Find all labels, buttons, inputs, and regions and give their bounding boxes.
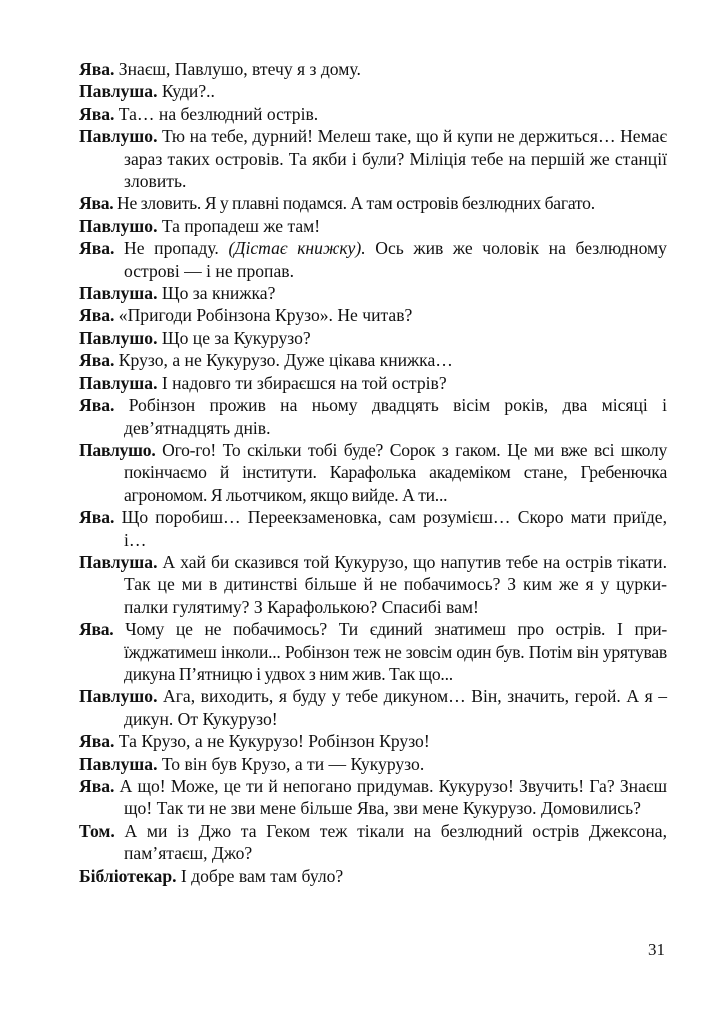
speaker-name: Павлушо. — [79, 126, 158, 147]
line-text: Та пропадеш же там! — [157, 215, 321, 236]
line-text: Що за книжка? — [157, 283, 276, 304]
page-number: 31 — [648, 940, 665, 959]
speaker-name: Павлушо. — [79, 215, 158, 236]
dialogue-line — [79, 372, 667, 394]
line-text: Чому це не побачимось? Ти єдиний знатимеш про острів. І при-їжджатимеш інколи... Робінзон теж не зовсім один був. Потім він урятував дикуна П’ятницю і удвох з ним жив. Так що... — [113, 619, 667, 684]
line-text: Ого-го! То скільки тобі буде? Сорок з гаком. Це ми вже всі школу покінчаємо й інститути. Карафолька академіком стане, Гребенючка агрономом. Я льотчиком, якщо вийде. А ти... — [124, 439, 667, 505]
dialogue-line — [79, 506, 667, 551]
dialogue-line — [79, 237, 667, 282]
line-text: Крузо, а не Кукурузо. Дуже цікава книжка… — [114, 350, 453, 371]
speaker-name: Ява. — [79, 731, 115, 752]
dialogue-line — [79, 820, 667, 865]
speaker-name: Бібліотекар. — [79, 865, 177, 886]
stage-direction: (Дістає книжку). — [228, 238, 366, 259]
line-text: Що поробиш… Переекзаменовка, сам розумієш… Скоро мати приїде, і… — [114, 507, 667, 550]
speaker-name: Том. — [79, 820, 115, 841]
dialogue-line — [79, 192, 667, 214]
line-text: То він був Крузо, а ти — Кукурузо. — [157, 753, 425, 774]
dialogue-line — [79, 304, 667, 326]
speaker-name: Павлушо. — [79, 439, 156, 460]
dialogue-line — [79, 551, 667, 618]
dialogue-line — [79, 394, 667, 439]
dialogue-line — [79, 865, 667, 887]
line-text: І добре вам там було? — [176, 865, 344, 886]
line-text: А ми із Джо та Геком теж тікали на безлюдний острів Джексона, пам’ятаєш, Джо? — [114, 820, 667, 864]
line-text: Тю на тебе, дурний! Мелеш таке, що й купи не держиться… Немає зараз таких островів. Та якби і були? Міліція тебе на першій же станції зловить. — [124, 126, 667, 192]
speaker-name: Ява. — [79, 103, 115, 124]
dialogue-line — [79, 125, 667, 192]
dialogue-line — [79, 58, 667, 80]
speaker-name: Павлуша. — [79, 81, 158, 102]
speaker-name: Ява. — [79, 305, 115, 326]
speaker-name: Павлуша. — [79, 753, 158, 774]
speaker-name: Ява. — [79, 193, 114, 214]
speaker-name: Ява. — [79, 776, 115, 796]
dialogue-line — [79, 349, 667, 371]
line-text: «Пригоди Робінзона Крузо». Не читав? — [114, 305, 413, 326]
line-text: Ага, виходить, я буду у тебе дикуном… Він, значить, герой. А я – дикун. От Кукурузо! — [124, 686, 667, 729]
speaker-name: Павлушо. — [79, 327, 158, 348]
dialogue-line — [79, 327, 667, 349]
line-text: Куди?.. — [157, 81, 215, 102]
speaker-name: Ява. — [79, 507, 115, 528]
dialogue-line — [79, 775, 667, 820]
line-text: І надовго ти збираєшся на той острів? — [157, 372, 447, 393]
line-text: Не пропаду. — [114, 238, 229, 259]
line-text-after: Ось жив же чоловік на безлюдному острові — і не пропав. — [124, 238, 667, 281]
dialogue-line — [79, 80, 667, 102]
line-text: Знаєш, Павлушо, втечу я з дому. — [114, 59, 361, 79]
speaker-name: Ява. — [79, 395, 115, 416]
line-text: Та… на безлюдний острів. — [114, 103, 319, 124]
dialogue-line — [79, 103, 667, 125]
line-text: Не зловить. Я у плавні подамся. А там островів безлюдних багато. — [113, 193, 595, 214]
dialogue-line — [79, 685, 667, 730]
line-text: Та Крузо, а не Кукурузо! Робінзон Крузо! — [114, 731, 430, 752]
line-text: А хай би сказився той Кукурузо, що напутив тебе на острів тікати. Так це ми в дитинстві більше й не побачимось? З ким же я у цурки-палки гулятиму? З Карафолькою? Спасибі вам! — [124, 551, 667, 617]
speaker-name: Ява. — [79, 59, 115, 79]
dialogue-line — [79, 282, 667, 304]
speaker-name: Павлуша. — [79, 283, 158, 304]
speaker-name: Павлушо. — [79, 686, 158, 707]
speaker-name: Павлуша. — [79, 551, 158, 572]
play-text — [79, 58, 667, 887]
speaker-name: Павлуша. — [79, 372, 158, 393]
dialogue-line — [79, 618, 667, 685]
dialogue-line — [79, 439, 667, 506]
speaker-name: Ява. — [79, 619, 114, 640]
dialogue-line — [79, 215, 667, 237]
line-text: Що це за Кукурузо? — [157, 327, 311, 348]
line-text: А що! Може, це ти й непогано придумав. Кукурузо! Звучить! Га? Знаєш що! Так ти не зви мене більше Ява, зви мене Кукурузо. Домовились? — [114, 776, 667, 819]
speaker-name: Ява. — [79, 350, 115, 371]
speaker-name: Ява. — [79, 238, 115, 259]
dialogue-line — [79, 753, 667, 775]
line-text: Робінзон прожив на ньому двадцять вісім років, два місяці і дев’ятнадцять днів. — [114, 395, 667, 438]
dialogue-line — [79, 730, 667, 752]
